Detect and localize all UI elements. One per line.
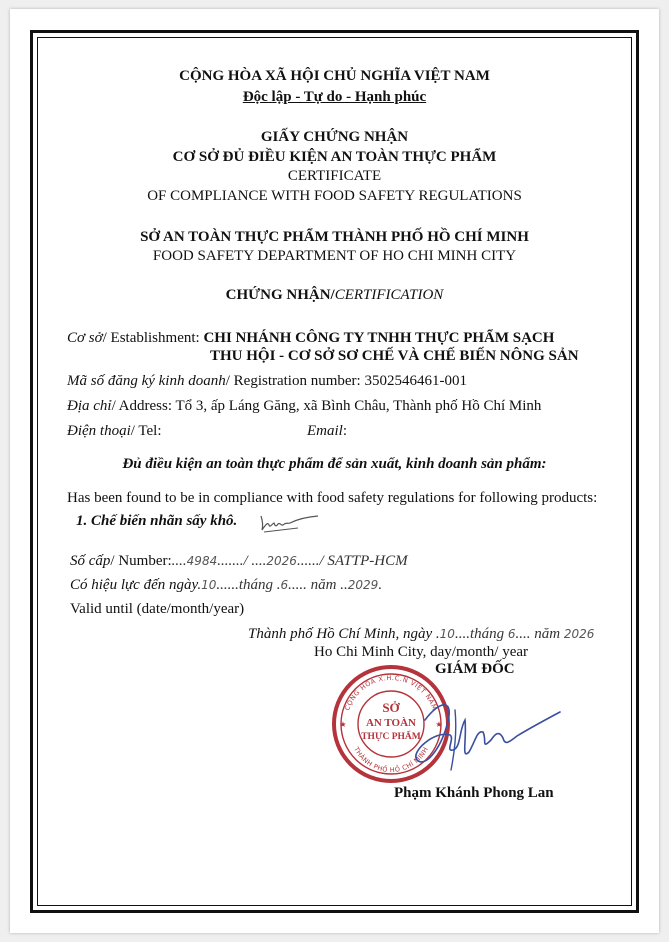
valid-month: 6 [280,578,289,592]
certification-heading: CHỨNG NHẬN/CERTIFICATION [225,287,444,303]
stamp-ring-bottom: THÀNH PHỐ HỒ CHÍ MINH [352,745,430,775]
establishment-line: Cơ sở/ Establishment: CHI NHÁNH CÔNG TY TNHH THỰC PHẨM SẠCH [67,330,555,346]
stamp-line1: SỞ [382,700,400,715]
title-vi-line2: CƠ SỞ ĐỦ ĐIỀU KIỆN AN TOÀN THỰC PHẨM [172,149,497,165]
address-line: Địa chỉ/ Address: Tổ 3, ấp Láng Găng, xã Bình Châu, Thành phố Hồ Chí Minh [67,398,542,414]
issue-date-line: Thành phố Hồ Chí Minh, ngày .10....tháng 6.... năm 2026 [248,626,595,642]
number-value-1: 4984 [186,554,218,568]
issue-year: 2026 [563,627,595,641]
address-value: Tổ 3, ấp Láng Găng, xã Bình Châu, Thành phố Hồ Chí Minh [175,398,542,414]
title-vi-line1: GIẤY CHỨNG NHẬN [260,129,409,145]
title-en-line1: CERTIFICATE [287,168,382,184]
svg-text:★: ★ [435,720,443,729]
registration-value: 3502546461-001 [364,373,467,389]
title-en-line2: OF COMPLIANCE WITH FOOD SAFETY REGULATIONS [147,188,522,204]
establishment-name-line2: THU HỘI - CƠ SỞ SƠ CHẾ VÀ CHẾ BIẾN NÔNG SẢN [210,348,579,364]
issuer-vi: SỞ AN TOÀN THỰC PHẨM THÀNH PHỐ HỒ CHÍ MINH [140,229,529,245]
director-signature [395,690,565,780]
motto: Độc lập - Tự do - Hạnh phúc [242,89,427,105]
issue-date-en: Ho Chi Minh City, day/month/ year [314,644,529,660]
statement-vi: Đủ điều kiện an toàn thực phẩm để sản xuất, kinh doanh sản phẩm: [122,456,547,472]
initials-signature [258,510,320,534]
issue-day: 10 [439,627,455,641]
issuer-en: FOOD SAFETY DEPARTMENT OF HO CHI MINH CITY [152,248,517,264]
stamp-ring-text: CỘNG HÒA X.H.C.N VIỆT NAM [343,673,439,712]
issue-month: 6 [507,627,516,641]
email-line: Email: [307,423,348,439]
stamp-line3: THỰC PHẨM [361,732,421,742]
signer-title: GIÁM ĐỐC [435,661,515,677]
svg-text:★: ★ [339,720,347,729]
validity-en: Valid until (date/month/year) [70,601,245,617]
registration-line: Mã số đăng ký kinh doanh/ Registration number: 3502546461-001 [67,373,467,389]
number-line: Số cấp/ Number:....4984......./ ....2026....../ SATTP-HCM [70,553,408,569]
signer-name: Phạm Khánh Phong Lan [394,785,554,801]
nation-heading: CỘNG HÒA XÃ HỘI CHỦ NGHĨA VIỆT NAM [179,68,490,84]
number-value-2: 2026 [266,554,297,568]
establishment-name-line1: CHI NHÁNH CÔNG TY TNHH THỰC PHẨM SẠCH [203,330,555,346]
validity-line: Có hiệu lực đến ngày.10......tháng .6..... năm ..2029. [70,577,383,593]
valid-year: 2029 [347,578,379,592]
stamp-line2: AN TOÀN [365,717,417,729]
statement-en: Has been found to be in compliance with food safety regulations for following products: [67,490,598,506]
phone-line: Điện thoại/ Tel: [67,423,162,439]
valid-day: 10 [201,578,217,592]
product-item: 1. Chế biến nhãn sấy khô. [76,513,238,529]
